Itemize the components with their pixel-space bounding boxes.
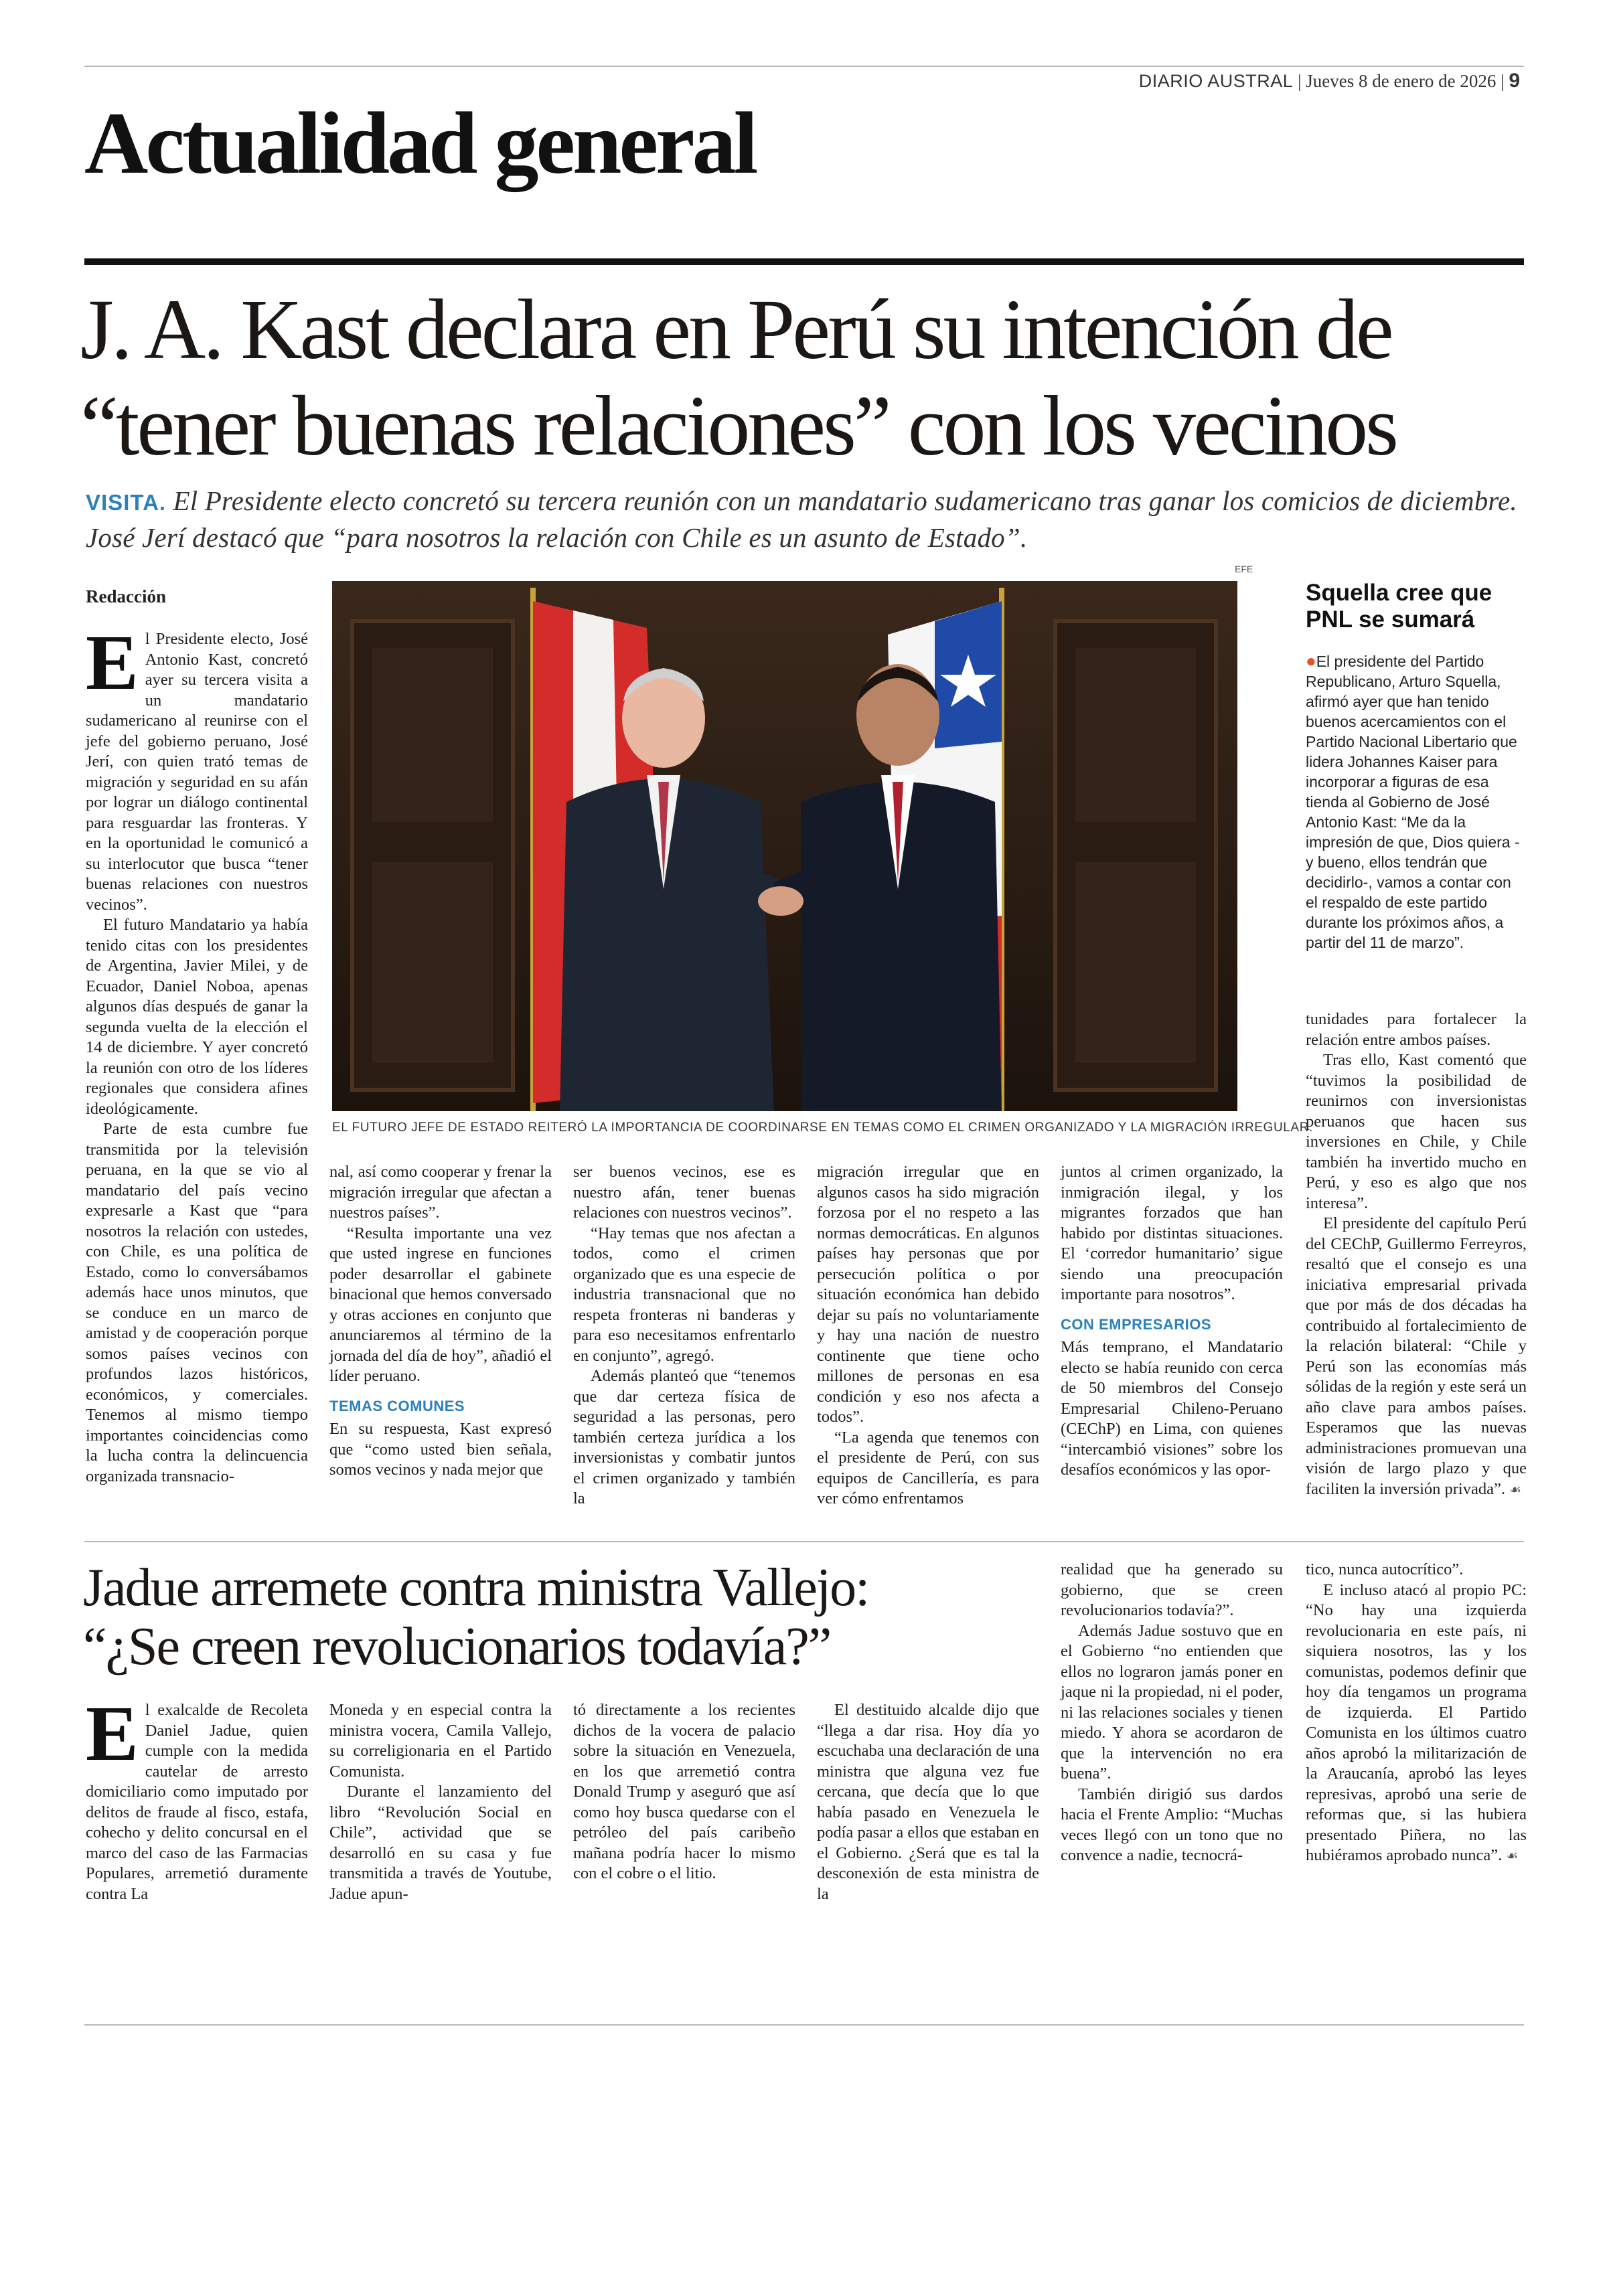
photo-illustration <box>332 581 1237 1111</box>
story1-paragraph: El presidente del capítulo Perú del CEChP, Guillermo Ferreyros, resaltó que el consejo es una iniciativa empresarial privada que por más de dos décadas ha contribuido al fortalecimiento de la relación bilateral: “Chile y Perú son las economías más sólidas de la región y este será un año clave para ambos países. Esperamos que las nuevas administraciones promuevan una visión de largo plazo y que faciliten la inversión privada”. ☙ <box>1306 1214 1527 1498</box>
top-rule <box>84 66 1524 67</box>
story2-paragraph: También dirigió sus dardos hacia el Frente Amplio: “Muchas veces llegó con un tono que no convence a nadie, tecnocrá- <box>1061 1785 1283 1864</box>
handshake <box>758 886 804 916</box>
story1-paragraph: migración irregular que en algunos casos ha sido migración forzosa por el no respeto a las normas democráticas. En algunos países hay personas que por persecución política o por situación económica han debido dejar su país no voluntariamente y hay una nación de nuestro continente que tiene ocho millones de personas en esa condición y eso nos afecta a todos”. <box>817 1163 1039 1426</box>
story2-column-4 <box>817 1700 1039 1904</box>
story-divider <box>84 1541 1524 1542</box>
story2-paragraph: El exalcalde de Recoleta Daniel Jadue, quien cumple con la medida cautelar de arresto domiciliario como imputado por delitos de fraude al fisco, estafa, cohecho y delito concursal en el marco del caso de las Farmacias Populares, arremetió duramente contra La <box>86 1690 308 1903</box>
story1-paragraph: Además planteó que “tenemos que dar certeza física de seguridad a las personas, pero también certeza jurídica a los inversionistas y combatir juntos el crimen organizado y también la <box>573 1367 795 1507</box>
page-number: 9 <box>1509 70 1520 92</box>
story1-deck-text: El Presidente electo concretó su tercera reunión con un mandatario sudamericano tras ganar los comicios de diciembre. José Jerí destacó que “para nosotros la relación con Chile es un asunto de Estado”. <box>86 485 1517 553</box>
masthead-date: Jueves 8 de enero de 2026 <box>1306 71 1497 91</box>
story2-headline-line1: Jadue arremete contra ministra Vallejo: <box>83 1558 869 1617</box>
section-title: Actualidad general <box>84 94 756 192</box>
story2-column-1 <box>86 1690 308 1904</box>
story2-paragraph: E incluso atacó al propio PC: “No hay una izquierda revolucionaria en este país, ni siquiera nosotros, las y los comunistas, podemos definir que hoy día tengamos un programa de izquierda. El Partido Comunista en los últimos cuatro años aprobó la militarización de la Araucanía, aprobó las leyes represivas, aprobó una serie de reformas que, si las hubiera presentado Piñera, no las hubiéramos aprobado nunca”. ☙ <box>1306 1580 1527 1864</box>
subhead: TEMAS COMUNES <box>329 1397 465 1414</box>
story1-kicker: VISITA. <box>86 490 167 515</box>
story1-paragraph: ser buenos vecinos, ese es nuestro afán, tener buenas relaciones con nuestros vecinos”. <box>573 1163 795 1222</box>
photo-caption: EL FUTURO JEFE DE ESTADO REITERÓ LA IMPORTANCIA DE COORDINARSE EN TEMAS COMO EL CRIMEN ORGANIZADO Y LA MIGRACIÓN IRREGULAR. <box>332 1121 1313 1135</box>
bullet-icon: ● <box>1306 651 1316 671</box>
story2-paragraph: tico, nunca autocrítico”. <box>1306 1560 1464 1578</box>
subhead: CON EMPRESARIOS <box>1061 1315 1212 1333</box>
story2-headline-line2: “¿Se creen revolucionarios todavía?” <box>83 1617 831 1676</box>
story2-paragraph: Durante el lanzamiento del libro “Revolución Social en Chile”, actividad que se desarrolló en su casa y fue transmitida a través de Youtube, Jadue apun- <box>329 1783 552 1903</box>
story1-paragraph: En su respuesta, Kast expresó que “como usted bien señala, somos vecinos y nada mejor que <box>329 1420 552 1479</box>
story1-paragraph: El futuro Mandatario ya había tenido citas con los presidentes de Argentina, Javier Milei, y de Ecuador, Daniel Noboa, apenas algunos días después de ganar la segunda vuelta de la elección el 14 de diciembre. Y ayer concretó la reunión con otro de los líderes regionales que considera afines ideológicamente. <box>86 916 308 1118</box>
story2-paragraph: Además Jadue sostuvo que en el Gobierno “no entienden que ellos no lograron jamás poner en jaque ni la propiedad, ni el poder, ni las relaciones sociales y tienen miedo. Y ahora se acordaron de que la intervención no era buena”. <box>1061 1621 1283 1783</box>
story1-paragraph: tunidades para fortalecer la relación entre ambos países. <box>1306 1010 1527 1049</box>
story1-headline <box>80 281 1520 474</box>
dropcap: E <box>86 619 139 706</box>
story1-deck <box>86 483 1525 555</box>
end-mark-icon: ☙ <box>1506 1848 1519 1864</box>
article-photo <box>332 581 1237 1111</box>
story1-paragraph: juntos al crimen organizado, la inmigración ilegal, y los migrantes forzados que han habido por distintas situaciones. El ‘corredor humanitario’ sigue siendo una preocupación importante para nosotros”. <box>1061 1163 1283 1303</box>
story2-column-6 <box>1306 1560 1527 1866</box>
story1-column-4 <box>817 1162 1039 1509</box>
story2-column-2 <box>329 1700 552 1904</box>
sidebar-title: Squella cree que PNL se sumará <box>1306 580 1493 633</box>
story1-headline-line1: J. A. Kast declara en Perú su intención de <box>80 282 1391 377</box>
story1-paragraph: “La agenda que tenemos con el presidente de Perú, con sus equipos de Cancillería, es para ver cómo enfrentamos <box>817 1428 1039 1507</box>
sidebar-text: El presidente del Partido Republicano, Arturo Squella, afirmó ayer que han tenido buenos acercamientos con el Partido Nacional Libertario que lidera Johannes Kaiser para incorporar a figuras de esa tienda al Gobierno de José Antonio Kast: “Me da la impresión de que, Dios quiera -y bueno, ellos tendrán que decidirlo-, vamos a contar con el respaldo de este partido durante los próximos años, a partir del 11 de marzo”. <box>1306 653 1520 951</box>
bottom-rule <box>84 2024 1524 2026</box>
story1-column-2 <box>329 1162 552 1481</box>
story1-paragraph: Más temprano, el Mandatario electo se había reunido con cerca de 50 miembros del Consejo Empresarial Chileno-Peruano (CEChP) en Lima, con quienes “intercambió visiones” sobre los desafíos económicos y las opor- <box>1061 1338 1283 1479</box>
story1-paragraph: nal, así como cooperar y frenar la migración irregular que afectan a nuestros países”. <box>329 1163 552 1222</box>
masthead-separator: | <box>1501 71 1509 91</box>
story2-paragraph: tó directamente a los recientes dichos de la vocera de palacio sobre la situación en Venezuela, en los que arremetió contra Donald Trump y aseguró que así como hoy busca quedarse con el petróleo del país caribeño mañana podría hacer lo mismo con el cobre o el litio. <box>573 1701 795 1882</box>
story1-paragraph: El Presidente electo, José Antonio Kast, concretó ayer su tercera visita a un mandatario sudamericano al reunirse con el jefe del gobierno peruano, José Jerí, con quien trató temas de migración y seguridad en su afán por lograr un diálogo continental para resguardar las fronteras. Y en la oportunidad le comunicó a su interlocutor que busca “tener buenas relaciones con nuestros vecinos”. <box>86 619 308 914</box>
story2-paragraph: El destituido alcalde dijo que “llega a dar risa. Hoy día yo escuchaba una declaración de una ministra que alguna vez fue cercana, que decía que lo que había pasado en Venezuela le podía pasar a ellos que estaban en el Gobierno. ¿Será que es tal la desconexión de esta ministra de la <box>817 1701 1039 1903</box>
story2-paragraph: realidad que ha generado su gobierno, que se creen revolucionarios todavía?”. <box>1061 1560 1283 1619</box>
story1-column-6 <box>1306 1009 1527 1499</box>
masthead-paper: DIARIO AUSTRAL <box>1138 71 1294 91</box>
story2-column-5 <box>1061 1560 1283 1866</box>
story1-column-1 <box>86 619 308 1487</box>
story2-paragraph: Moneda y en especial contra la ministra vocera, Camila Vallejo, su correligionaria en el Partido Comunista. <box>329 1701 552 1781</box>
story1-paragraph: “Resulta importante una vez que usted ingrese en funciones poder desarrollar el gabinete binacional que hemos conversado y otras acciones en conjunto que anunciaremos al término de la jornada del día de hoy”, añadió el líder peruano. <box>329 1224 552 1385</box>
end-mark-icon: ☙ <box>1509 1481 1522 1497</box>
story2-headline <box>83 1558 1054 1676</box>
story1-paragraph: “Hay temas que nos afectan a todos, como el crimen organizado que es una especie de industria transnacional que no respeta fronteras ni banderas y para eso necesitamos enfrentarlo en conjunto”, agregó. <box>573 1224 795 1365</box>
story2-column-3 <box>573 1700 795 1884</box>
story1-paragraph: Parte de esta cumbre fue transmitida por la televisión peruana, en la que se vio al mandatario del país vecino expresarle a Kast que “para nosotros la relación con ustedes, con Chile, es una política de Estado, como lo conversábamos además hace unos minutos, que se conduce en un marco de amistad y de cooperación porque somos países vecinos con profundos lazos históricos, económicos, y comerciales. Tenemos al mismo tiempo importantes coincidencias como la lucha contra la delincuencia organizada transnacio- <box>86 1120 308 1485</box>
story1-column-5 <box>1061 1162 1283 1481</box>
photo-credit: EFE <box>1235 564 1253 574</box>
masthead <box>1045 70 1520 92</box>
section-thick-rule <box>84 258 1524 265</box>
story1-headline-line2: “tener buenas relaciones” con los vecinos <box>80 378 1396 473</box>
sidebar-body <box>1306 651 1527 953</box>
story1-column-3 <box>573 1162 795 1509</box>
masthead-separator: | <box>1298 71 1306 91</box>
story1-paragraph: Tras ello, Kast comentó que “tuvimos la posibilidad de reunirnos con inversionistas peruanos que hacen sus inversiones en Chile, y Chile también ha invertido mucho en Perú, y eso es algo que nos interesa”. <box>1306 1051 1527 1212</box>
byline: Redacción <box>86 586 166 606</box>
dropcap: E <box>86 1690 139 1777</box>
